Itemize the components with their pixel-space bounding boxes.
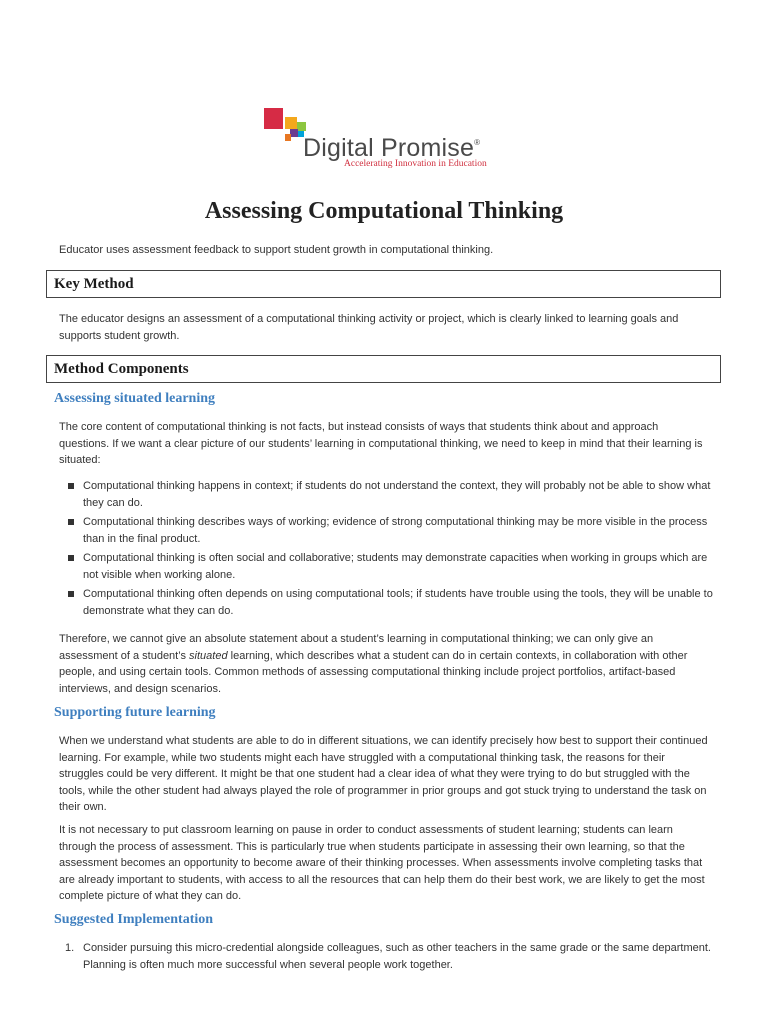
- situated-bullet-list: [59, 478, 719, 622]
- logo-name: Digital Promise®: [303, 134, 481, 162]
- page-title: Assessing Computational Thinking: [204, 198, 564, 224]
- digital-promise-logo: [264, 108, 524, 172]
- situated-paragraph-1: The core content of computational thinking is not facts, but instead consists of ways that students think about and approach questions. If we want a clear picture of our students’ learning in computational thinking, we need to keep in mind that their learning is situated:: [59, 421, 703, 466]
- list-item: Computational thinking is often social and collaborative; students may demonstrate capacities when working in groups which are not visible when working alone.: [59, 550, 719, 583]
- intro-text: Educator uses assessment feedback to support student growth in computational thinking.: [59, 244, 494, 256]
- method-components-heading: Method Components: [46, 355, 721, 383]
- list-item: Computational thinking often depends on using computational tools; if students have trouble using the tools, they will be unable to demonstrate what they can do.: [59, 586, 719, 619]
- future-paragraph-2: It is not necessary to put classroom learning on pause in order to conduct assessments of student learning; students can learn through the process of assessment. This is particularly true when students participate in assessing their own learning, so that the assessment becomes an opportunity to become aware of their thinking processes. When assessments involve completing tasks that are already important to students, with access to all the resources that can help them do their best work, we are likely to get the most complete picture of what they can do.: [59, 824, 705, 902]
- key-method-heading: Key Method: [46, 270, 721, 298]
- situated-learning-heading: Assessing situated learning: [54, 391, 216, 406]
- key-method-text: The educator designs an assessment of a computational thinking activity or project, which is clearly linked to learning goals and supports student growth.: [59, 313, 679, 342]
- situated-paragraph-2: Therefore, we cannot give an absolute statement about a student’s learning in computational thinking; we can only give an assessment of a student’s situated learning, which describes what a student can do in certain contexts, in collaboration with other people, and using certain tools. Common methods of assessing computational thinking include project portfolios, artifact-based interviews, and design scenarios.: [59, 633, 688, 695]
- logo-tagline: Accelerating Innovation in Education: [344, 159, 487, 169]
- implementation-heading: Suggested Implementation: [54, 912, 214, 927]
- future-paragraph-1: When we understand what students are able to do in different situations, we can identify precisely how best to support their continued learning. For example, while two students might each have struggled with a computational thinking task, the reasons for their struggles could be very different. It might be that one student had a clear idea of what they were trying to do but struggled with the tools, while the other student had always played the role of programmer in prior groups and got stuck trying to understand the task on their own.: [59, 735, 708, 813]
- list-item: 1. Consider pursuing this micro-credential alongside colleagues, such as other teachers in the same grade or the same department. Planning is often much more successful when several people work together.: [65, 942, 711, 971]
- future-learning-heading: Supporting future learning: [54, 705, 216, 720]
- list-item: Computational thinking describes ways of working; evidence of strong computational thinking may be more visible in the process than in the final product.: [59, 514, 719, 547]
- list-item: Computational thinking happens in context; if students do not understand the context, they will probably not be able to show what they can do.: [59, 478, 719, 511]
- implementation-list: [59, 940, 719, 973]
